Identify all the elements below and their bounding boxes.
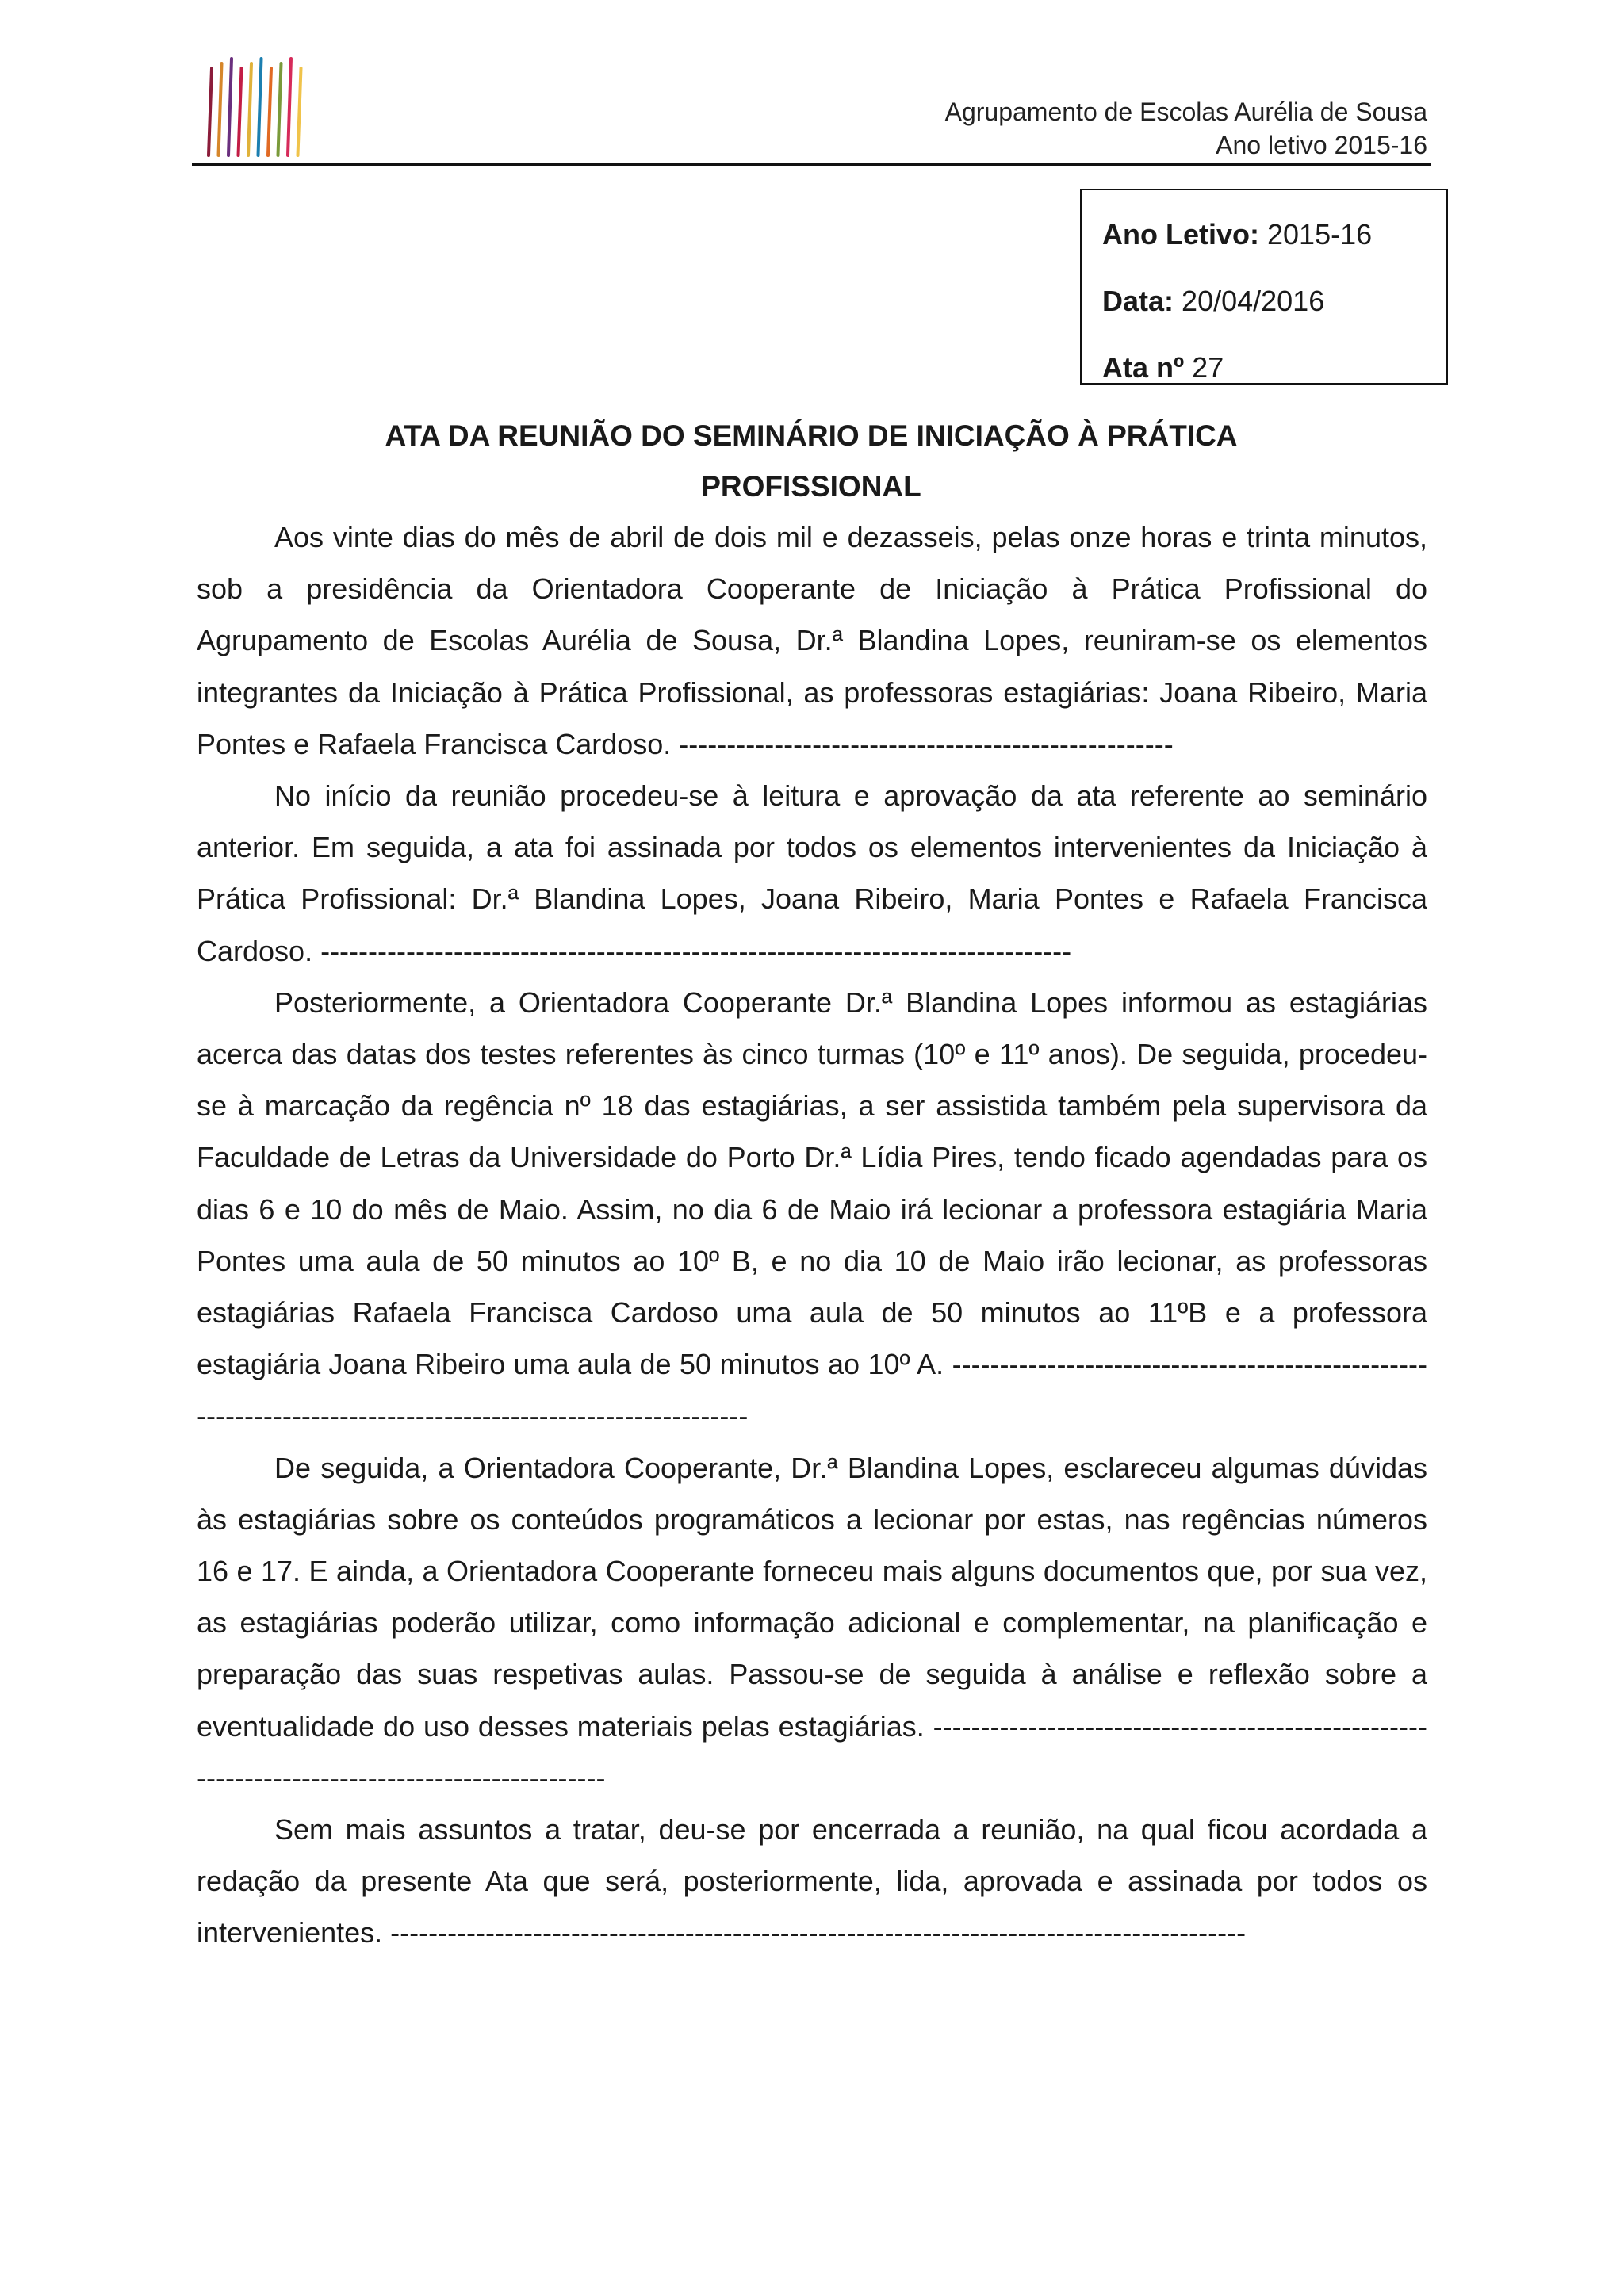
minutes-body — [197, 511, 1427, 1959]
ano-letivo-label: Ano Letivo: — [1102, 218, 1259, 251]
logo-stroke — [239, 68, 242, 155]
ano-letivo-value: 2015-16 — [1267, 218, 1373, 251]
data-value: 20/04/2016 — [1182, 285, 1325, 317]
info-ata-number — [1102, 336, 1427, 403]
logo-stroke — [248, 63, 251, 155]
header-divider — [192, 163, 1431, 166]
paragraph-previous-minutes: No início da reunião procedeu-se à leitura e aprovação da ata referente ao seminário anterior. Em seguida, a ata foi assinada por todos os elementos intervenientes da Iniciação à Prática Profissional: Dr.ª Blandina Lopes, Joana Ribeiro, Maria Pontes e Rafaela Francisca Cardoso. ------------------------------------------------------------------------------- — [197, 779, 1427, 967]
info-data — [1102, 270, 1427, 336]
paragraph-clarifications: De seguida, a Orientadora Cooperante, Dr.ª Blandina Lopes, esclareceu algumas dúvidas às estagiárias sobre os conteúdos programáticos a lecionar por estas, nas regências números 16 e 17. E ainda, a Orientadora Cooperante forneceu mais alguns documentos que, por sua vez, as estagiárias poderão utilizar, como informação adicional e complementar, na planificação e preparação das suas respetivas aulas. Passou-se de seguida à análise e reflexão sobre a eventualidade do uso desses materiais pelas estagiárias. ----------------------------------------------------------------------------------------------- — [197, 1451, 1427, 1794]
paragraph-schedule: Posteriormente, a Orientadora Cooperante Dr.ª Blandina Lopes informou as estagiárias acerca das datas dos testes referentes às cinco turmas (10º e 11º anos). De seguida, procedeu-se à marcação da regência nº 18 das estagiárias, a ser assistida também pela supervisora da Faculdade de Letras da Universidade do Porto Dr.ª Lídia Pires, tendo ficado agendadas para os dias 6 e 10 do mês de Maio. Assim, no dia 6 de Maio irá lecionar a professora estagiária Maria Pontes uma aula de 50 minutos ao 10º B, e no dia 10 de Maio irão lecionar, as professoras estagiárias Rafaela Francisca Cardoso uma aula de 50 minutos ao 11ºB e a professora estagiária Joana Ribeiro uma aula de 50 minutos ao 10º A. ------------------------------------------------------------------------------------------------------------ — [197, 985, 1427, 1433]
logo-stroke — [228, 59, 232, 155]
paragraph-attendance: Aos vinte dias do mês de abril de dois mil e dezasseis, pelas onze horas e trinta minutos, sob a presidência da Orientadora Cooperante de Iniciação à Prática Profissional do Agrupamento de Escolas Aurélia de Sousa, Dr.ª Blandina Lopes, reuniram-se os elementos integrantes da Iniciação à Prática Profissional, as professoras estagiárias: Joana Ribeiro, Maria Pontes e Rafaela Francisca Cardoso. ---------------------------------------------------- — [197, 521, 1427, 760]
logo-stroke — [209, 68, 212, 155]
title-line-2: PROFISSIONAL — [701, 470, 921, 503]
meeting-info-box — [1080, 189, 1448, 385]
page-header — [945, 95, 1427, 162]
school-logo — [202, 54, 313, 161]
logo-stroke — [288, 59, 291, 155]
logo-stroke — [268, 68, 271, 155]
title-line-1: ATA DA REUNIÃO DO SEMINÁRIO DE INICIAÇÃO À PRÁTICA — [385, 419, 1238, 452]
header-school-name: Agrupamento de Escolas Aurélia de Sousa — [944, 98, 1427, 126]
logo-stroke — [278, 63, 282, 155]
data-label: Data: — [1102, 285, 1174, 317]
document-title — [192, 411, 1431, 512]
header-school-year: Ano letivo 2015-16 — [1216, 131, 1427, 159]
ata-value: 27 — [1192, 351, 1224, 384]
info-ano-letivo — [1102, 203, 1427, 270]
logo-stroke — [259, 59, 262, 155]
ata-label: Ata nº — [1102, 351, 1185, 384]
paragraph-closing: Sem mais assuntos a tratar, deu-se por encerrada a reunião, na qual ficou acordada a redação da presente Ata que será, posteriormente, lida, aprovada e assinada por todos os intervenientes. ------------------------------------------------------------------------------------------ — [197, 1813, 1427, 1950]
logo-stroke — [298, 68, 301, 155]
logo-stroke — [219, 63, 222, 155]
